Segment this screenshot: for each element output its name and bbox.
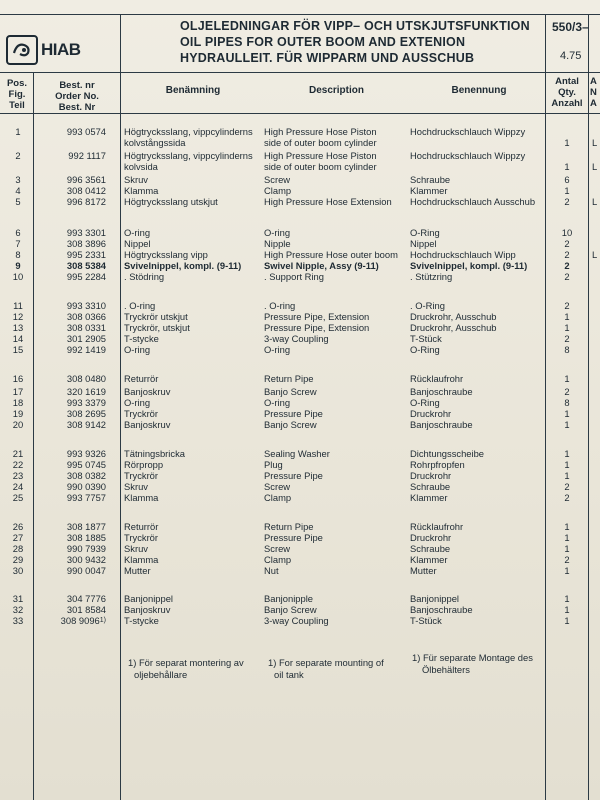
name-swedish: Högtrycksslang utskjut bbox=[124, 196, 218, 207]
name-english: Pressure Pipe bbox=[264, 470, 323, 481]
name-swedish: Högtrycksslang, vippcylinderns bbox=[124, 150, 253, 161]
order-number: 301 8584 bbox=[66, 604, 106, 615]
order-number: 993 3310 bbox=[66, 300, 106, 311]
footnote-german: 1) Für separate Montage des Ölbehälters bbox=[412, 652, 533, 675]
position-number: 17 bbox=[12, 386, 24, 397]
column-header-swedish: Benämning bbox=[165, 85, 221, 96]
position-number: 22 bbox=[12, 459, 24, 470]
order-number: 308 5384 bbox=[66, 260, 106, 271]
table-row bbox=[0, 565, 600, 576]
position-number: 19 bbox=[12, 408, 24, 419]
name-english: Screw bbox=[264, 174, 291, 185]
name-english: Nipple bbox=[264, 238, 291, 249]
name-english: Banjo Screw bbox=[264, 604, 317, 615]
order-number: 308 0412 bbox=[66, 185, 106, 196]
quantity: 2 bbox=[564, 249, 570, 260]
table-row bbox=[0, 373, 600, 384]
table-row bbox=[0, 174, 600, 185]
name-swedish: Klamma bbox=[124, 554, 159, 565]
table-row bbox=[0, 196, 600, 207]
position-number: 33 bbox=[12, 615, 24, 626]
quantity: 2 bbox=[564, 481, 570, 492]
name-german: Hochdruckschlauch Ausschub bbox=[410, 196, 536, 207]
name-german: T-Stück bbox=[410, 333, 442, 344]
name-swedish: Tryckrör bbox=[124, 532, 159, 543]
position-number: 24 bbox=[12, 481, 24, 492]
position-number: 2 bbox=[15, 150, 21, 161]
quantity: 10 bbox=[561, 227, 573, 238]
quantity: 1 bbox=[564, 532, 570, 543]
name-german: Druckrohr bbox=[410, 408, 452, 419]
table-row bbox=[0, 344, 600, 355]
name-german: Banjoschraube bbox=[410, 419, 473, 430]
position-number: 23 bbox=[12, 470, 24, 481]
column-header-side: A N A bbox=[590, 76, 597, 109]
position-number: 29 bbox=[12, 554, 24, 565]
quantity: 1 bbox=[564, 448, 570, 459]
table-row bbox=[0, 300, 600, 311]
quantity: 1 bbox=[564, 521, 570, 532]
name-english: Screw bbox=[264, 481, 291, 492]
order-number: 308 1877 bbox=[66, 521, 106, 532]
name-english: Plug bbox=[264, 459, 283, 470]
order-number: 300 9432 bbox=[66, 554, 106, 565]
name-english: Clamp bbox=[264, 185, 292, 196]
name-english: High Pressure Hose Piston bbox=[264, 126, 377, 137]
quantity: 6 bbox=[564, 174, 570, 185]
name-german: O-Ring bbox=[410, 227, 440, 238]
footnote-marker: 1) bbox=[99, 617, 106, 624]
name-german: Klammer bbox=[410, 554, 448, 565]
name-swedish: Banjoskruv bbox=[124, 419, 171, 430]
quantity: 1 bbox=[564, 185, 570, 196]
quantity: 1 bbox=[564, 604, 570, 615]
order-number: 320 1619 bbox=[66, 386, 106, 397]
position-number: 11 bbox=[13, 300, 23, 311]
order-number: 990 0047 bbox=[66, 565, 106, 576]
name-german: Hochdruckschlauch Wipp bbox=[410, 249, 516, 260]
name-german: Rücklaufrohr bbox=[410, 521, 464, 532]
quantity: 1 bbox=[564, 543, 570, 554]
name-swedish: O-ring bbox=[124, 227, 151, 238]
table-row bbox=[0, 137, 600, 148]
name-swedish: O-ring bbox=[124, 397, 151, 408]
table-row bbox=[0, 185, 600, 196]
name-swedish: Banjoskruv bbox=[124, 386, 171, 397]
table-row bbox=[0, 260, 600, 271]
name-swedish: Skruv bbox=[124, 543, 148, 554]
quantity: 2 bbox=[564, 300, 570, 311]
position-number: 26 bbox=[12, 521, 24, 532]
document-date: 4.75 bbox=[560, 50, 582, 62]
quantity: 8 bbox=[564, 397, 570, 408]
name-english: Swivel Nipple, Assy (9-11) bbox=[264, 260, 379, 271]
name-swedish: . Stödring bbox=[124, 271, 165, 282]
order-number: 308 3896 bbox=[66, 238, 106, 249]
name-swedish: Nippel bbox=[124, 238, 151, 249]
position-number: 31 bbox=[12, 593, 24, 604]
name-german: Nippel bbox=[410, 238, 437, 249]
name-english: O-ring bbox=[264, 344, 291, 355]
name-german: T-Stück bbox=[410, 615, 442, 626]
table-row bbox=[0, 386, 600, 397]
table-row bbox=[0, 543, 600, 554]
name-swedish: kolvsida bbox=[124, 161, 158, 172]
order-number: 993 3301 bbox=[66, 227, 106, 238]
column-header-rule bbox=[0, 113, 600, 114]
position-number: 6 bbox=[15, 227, 21, 238]
name-english: Banjonipple bbox=[264, 593, 313, 604]
name-swedish: Klamma bbox=[124, 185, 159, 196]
order-number: 992 1419 bbox=[66, 344, 106, 355]
position-number: 7 bbox=[15, 238, 21, 249]
name-swedish: Rörpropp bbox=[124, 459, 164, 470]
top-rule bbox=[0, 14, 600, 15]
name-english: Pressure Pipe, Extension bbox=[264, 311, 370, 322]
name-german: Hochdruckschlauch Wippzy bbox=[410, 150, 526, 161]
column-header-qty: Antal Qty. Anzahl bbox=[551, 76, 583, 109]
position-number: 12 bbox=[12, 311, 24, 322]
side-note: L bbox=[592, 161, 598, 172]
name-german: Druckrohr bbox=[410, 470, 452, 481]
position-number: 3 bbox=[15, 174, 21, 185]
name-english: 3-way Coupling bbox=[264, 333, 329, 344]
table-row bbox=[0, 532, 600, 543]
position-number: 27 bbox=[12, 532, 24, 543]
name-english: Banjo Screw bbox=[264, 386, 317, 397]
quantity: 2 bbox=[564, 260, 570, 271]
name-english: Pressure Pipe, Extension bbox=[264, 322, 370, 333]
quantity: 1 bbox=[564, 137, 570, 148]
position-number: 8 bbox=[15, 249, 21, 260]
name-swedish: O-ring bbox=[124, 344, 151, 355]
position-number: 32 bbox=[12, 604, 24, 615]
position-number: 16 bbox=[12, 373, 24, 384]
order-number: 993 7757 bbox=[66, 492, 106, 503]
quantity: 1 bbox=[564, 373, 570, 384]
order-number: 308 0382 bbox=[66, 470, 106, 481]
position-number: 10 bbox=[12, 271, 24, 282]
quantity: 2 bbox=[564, 386, 570, 397]
name-german: Rücklaufrohr bbox=[410, 373, 464, 384]
order-number: 990 7939 bbox=[66, 543, 106, 554]
table-row bbox=[0, 492, 600, 503]
name-german: Mutter bbox=[410, 565, 437, 576]
name-swedish: Högtrycksslang vipp bbox=[124, 249, 208, 260]
name-swedish: Mutter bbox=[124, 565, 151, 576]
quantity: 2 bbox=[564, 333, 570, 344]
name-swedish: Skruv bbox=[124, 481, 148, 492]
column-header-german: Benennung bbox=[451, 85, 507, 96]
name-german: Svivelnippel, kompl. (9-11) bbox=[410, 260, 528, 271]
name-german: Druckrohr, Ausschub bbox=[410, 311, 497, 322]
name-swedish: kolvstångssida bbox=[124, 137, 186, 148]
name-german: Schraube bbox=[410, 543, 451, 554]
name-english: Screw bbox=[264, 543, 291, 554]
name-english: High Pressure Hose outer boom bbox=[264, 249, 398, 260]
name-english: High Pressure Hose Piston bbox=[264, 150, 377, 161]
position-number: 20 bbox=[12, 419, 24, 430]
order-number: 304 7776 bbox=[66, 593, 106, 604]
order-number: 993 3379 bbox=[66, 397, 106, 408]
column-header-english: Description bbox=[308, 85, 364, 96]
hiab-emblem-icon bbox=[6, 35, 38, 65]
hiab-logo bbox=[6, 30, 88, 70]
quantity: 1 bbox=[564, 615, 570, 626]
name-german: Hochdruckschlauch Wippzy bbox=[410, 126, 526, 137]
position-number: 13 bbox=[12, 322, 24, 333]
quantity: 1 bbox=[564, 459, 570, 470]
column-header-pos: Pos. Fig. Teil bbox=[6, 78, 28, 111]
name-english: . Support Ring bbox=[264, 271, 324, 282]
name-swedish: Tryckrör bbox=[124, 470, 159, 481]
table-row bbox=[0, 333, 600, 344]
name-german: . O-Ring bbox=[410, 300, 445, 311]
order-number: 308 0331 bbox=[66, 322, 106, 333]
quantity: 2 bbox=[564, 554, 570, 565]
table-row bbox=[0, 150, 600, 161]
name-english: Pressure Pipe bbox=[264, 408, 323, 419]
position-number: 15 bbox=[12, 344, 24, 355]
name-german: Banjoschraube bbox=[410, 604, 473, 615]
table-row bbox=[0, 311, 600, 322]
side-note: L bbox=[592, 137, 598, 148]
order-number: 308 0480 bbox=[66, 373, 106, 384]
position-number: 18 bbox=[12, 397, 24, 408]
name-german: Klammer bbox=[410, 492, 448, 503]
position-number: 4 bbox=[15, 185, 21, 196]
order-number: 992 1117 bbox=[68, 150, 106, 161]
table-row bbox=[0, 459, 600, 470]
name-english: Sealing Washer bbox=[264, 448, 330, 459]
order-number: 996 3561 bbox=[66, 174, 106, 185]
name-swedish: Tryckrör utskjut bbox=[124, 311, 188, 322]
quantity: 1 bbox=[564, 408, 570, 419]
order-number: 995 2284 bbox=[66, 271, 106, 282]
table-row bbox=[0, 593, 600, 604]
quantity: 1 bbox=[564, 470, 570, 481]
name-english: Return Pipe bbox=[264, 521, 314, 532]
header-rule bbox=[0, 72, 600, 73]
quantity: 2 bbox=[564, 196, 570, 207]
name-german: Rohrpfropfen bbox=[410, 459, 465, 470]
name-german: Schraube bbox=[410, 174, 451, 185]
quantity: 1 bbox=[564, 322, 570, 333]
table-row bbox=[0, 227, 600, 238]
table-row bbox=[0, 419, 600, 430]
table-row bbox=[0, 615, 600, 626]
footnote-swedish: 1) För separat montering av oljebehållare bbox=[128, 657, 244, 680]
table-row bbox=[0, 554, 600, 565]
name-english: Clamp bbox=[264, 554, 292, 565]
quantity: 8 bbox=[564, 344, 570, 355]
quantity: 1 bbox=[564, 565, 570, 576]
quantity: 1 bbox=[564, 311, 570, 322]
name-english: Banjo Screw bbox=[264, 419, 317, 430]
title-swedish: OLJELEDNINGAR FÖR VIPP– OCH UTSKJUTSFUNKTION bbox=[180, 19, 530, 33]
name-german: Druckrohr bbox=[410, 532, 452, 543]
table-row bbox=[0, 322, 600, 333]
order-number: 995 2331 bbox=[66, 249, 106, 260]
name-german: Druckrohr, Ausschub bbox=[410, 322, 497, 333]
table-row bbox=[0, 470, 600, 481]
name-swedish: Returrör bbox=[124, 521, 159, 532]
quantity: 1 bbox=[564, 593, 570, 604]
name-german: Banjonippel bbox=[410, 593, 459, 604]
title-english: OIL PIPES FOR OUTER BOOM AND EXTENION bbox=[180, 35, 466, 49]
table-row bbox=[0, 397, 600, 408]
position-number: 25 bbox=[12, 492, 24, 503]
quantity: 1 bbox=[564, 419, 570, 430]
order-number: 995 0745 bbox=[66, 459, 106, 470]
order-number: 308 1885 bbox=[66, 532, 106, 543]
order-number: 308 0366 bbox=[66, 311, 106, 322]
name-german: Klammer bbox=[410, 185, 448, 196]
table-row bbox=[0, 521, 600, 532]
position-number: 9 bbox=[15, 260, 21, 271]
name-swedish: Tätningsbricka bbox=[124, 448, 185, 459]
side-note: L bbox=[592, 196, 598, 207]
document-number: 550/3– bbox=[552, 20, 589, 34]
name-swedish: Högtrycksslang, vippcylinderns bbox=[124, 126, 253, 137]
table-row bbox=[0, 271, 600, 282]
name-swedish: Skruv bbox=[124, 174, 148, 185]
order-number: 993 0574 bbox=[66, 126, 106, 137]
name-english: Pressure Pipe bbox=[264, 532, 323, 543]
name-german: Dichtungsscheibe bbox=[410, 448, 485, 459]
table-row bbox=[0, 604, 600, 615]
name-german: O-Ring bbox=[410, 397, 440, 408]
name-swedish: Returrör bbox=[124, 373, 159, 384]
name-english: Return Pipe bbox=[264, 373, 314, 384]
position-number: 28 bbox=[12, 543, 24, 554]
table-row bbox=[0, 408, 600, 419]
table-row bbox=[0, 161, 600, 172]
name-german: . Stützring bbox=[410, 271, 453, 282]
table-row bbox=[0, 238, 600, 249]
name-swedish: Banjonippel bbox=[124, 593, 173, 604]
name-german: O-Ring bbox=[410, 344, 440, 355]
name-swedish: T-stycke bbox=[124, 615, 159, 626]
name-swedish: . O-ring bbox=[124, 300, 156, 311]
name-english: High Pressure Hose Extension bbox=[264, 196, 392, 207]
name-swedish: T-stycke bbox=[124, 333, 159, 344]
logo-text: HIAB bbox=[41, 40, 81, 59]
position-number: 21 bbox=[12, 448, 24, 459]
table-row bbox=[0, 481, 600, 492]
name-english: side of outer boom cylinder bbox=[264, 161, 377, 172]
column-header-order-no: Best. nr Order No. Best. Nr bbox=[55, 80, 99, 113]
position-number: 1 bbox=[15, 126, 21, 137]
name-german: Schraube bbox=[410, 481, 451, 492]
name-swedish: Svivelnippel, kompl. (9-11) bbox=[124, 260, 242, 271]
side-note: L bbox=[592, 249, 598, 260]
name-swedish: Tryckrör bbox=[124, 408, 159, 419]
order-number: 308 9096$^{1)}$ bbox=[60, 615, 106, 626]
order-number: 308 2695 bbox=[66, 408, 106, 419]
name-english: . O-ring bbox=[264, 300, 296, 311]
order-number: 990 0390 bbox=[66, 481, 106, 492]
name-english: Clamp bbox=[264, 492, 292, 503]
name-english: side of outer boom cylinder bbox=[264, 137, 377, 148]
quantity: 2 bbox=[564, 492, 570, 503]
quantity: 1 bbox=[564, 161, 570, 172]
name-english: Nut bbox=[264, 565, 279, 576]
position-number: 14 bbox=[12, 333, 24, 344]
quantity: 2 bbox=[564, 271, 570, 282]
name-swedish: Tryckrör, utskjut bbox=[124, 322, 190, 333]
table-row bbox=[0, 448, 600, 459]
quantity: 2 bbox=[564, 238, 570, 249]
table-row bbox=[0, 249, 600, 260]
name-english: O-ring bbox=[264, 397, 291, 408]
order-number: 308 9142 bbox=[66, 419, 106, 430]
position-number: 30 bbox=[12, 565, 24, 576]
name-swedish: Banjoskruv bbox=[124, 604, 171, 615]
position-number: 5 bbox=[15, 196, 21, 207]
order-number: 301 2905 bbox=[66, 333, 106, 344]
name-english: O-ring bbox=[264, 227, 291, 238]
order-number: 993 9326 bbox=[66, 448, 106, 459]
document-title bbox=[180, 18, 530, 66]
footnote-english: 1) For separate mounting of oil tank bbox=[268, 657, 384, 680]
title-german: HYDRAULLEIT. FÜR WIPPARM UND AUSSCHUB bbox=[180, 51, 475, 65]
name-swedish: Klamma bbox=[124, 492, 159, 503]
table-row bbox=[0, 126, 600, 137]
order-number: 996 8172 bbox=[66, 196, 106, 207]
name-english: 3-way Coupling bbox=[264, 615, 329, 626]
name-german: Banjoschraube bbox=[410, 386, 473, 397]
